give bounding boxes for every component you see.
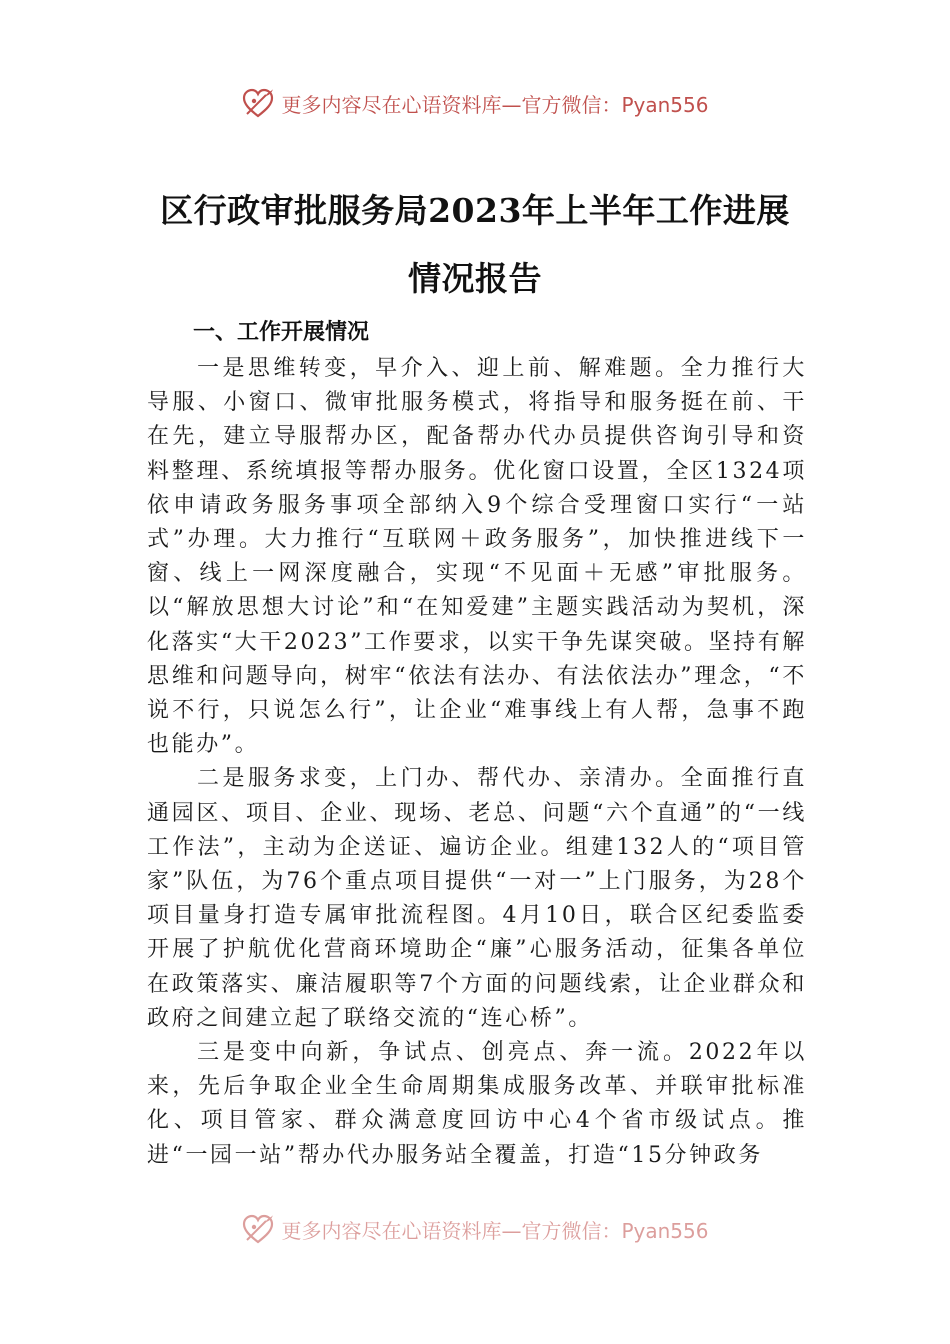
watermark-footer	[0, 1212, 950, 1246]
watermark-text: 更多内容尽在心语资料库—官方微信：Pyan556	[281, 92, 709, 117]
paragraph-2: 二是服务求变，上门办、帮代办、亲清办。全面推行直通园区、项目、企业、现场、老总、问题“六个直通”的“一线工作法”，主动为企送证、遍访企业。组建132人的“项目管家”队伍，为76个重点项目提供“一对一”上门服务，为28个项目量身打造专属审批流程图。4月10日，联合区纪委监委开展了护航优化营商环境助企“廉”心服务活动，征集各单位在政策落实、廉洁履职等7个方面的问题线索，让企业群众和政府之间建立起了联络交流的“连心桥”。	[147, 766, 807, 1031]
paragraph-1: 一是思维转变，早介入、迎上前、解难题。全力推行大导服、小窗口、微审批服务模式，将指导和服务挺在前、干在先，建立导服帮办区，配备帮办代办员提供咨询引导和资料整理、系统填报等帮办服务。优化窗口设置，全区1324项依申请政务服务事项全部纳入9个综合受理窗口实行“一站式”办理。大力推行“互联网＋政务服务”，加快推进线下一窗、线上一网深度融合，实现“不见面＋无感”审批服务。以“解放思想大讨论”和“在知爱建”主题实践活动为契机，深化落实“大干2023”工作要求，以实干争先谋突破。坚持有解思维和问题导向，树牢“依法有法办、有法依法办”理念，“不说不行，只说怎么行”，让企业“难事线上有人帮，急事不跑也能办”。	[147, 356, 807, 758]
document-body	[147, 352, 807, 1173]
paragraph-3: 三是变中向新，争试点、创亮点、奔一流。2022年以来，先后争取企业全生命周期集成服务改革、并联审批标准化、项目管家、群众满意度回访中心4个省市级试点。推进“一园一站”帮办代办服务站全覆盖，打造“15分钟政务	[147, 1040, 807, 1168]
heart-quill-logo-icon	[241, 1212, 275, 1246]
heart-quill-logo-icon	[241, 86, 275, 120]
document-title-line-2: 情况报告	[408, 259, 542, 298]
section-heading: 一、工作开展情况	[193, 320, 370, 345]
document-title-line-1: 区行政审批服务局2023年上半年工作进展	[160, 191, 790, 230]
watermark-text: 更多内容尽在心语资料库—官方微信：Pyan556	[281, 1218, 709, 1243]
watermark-header	[0, 86, 950, 120]
